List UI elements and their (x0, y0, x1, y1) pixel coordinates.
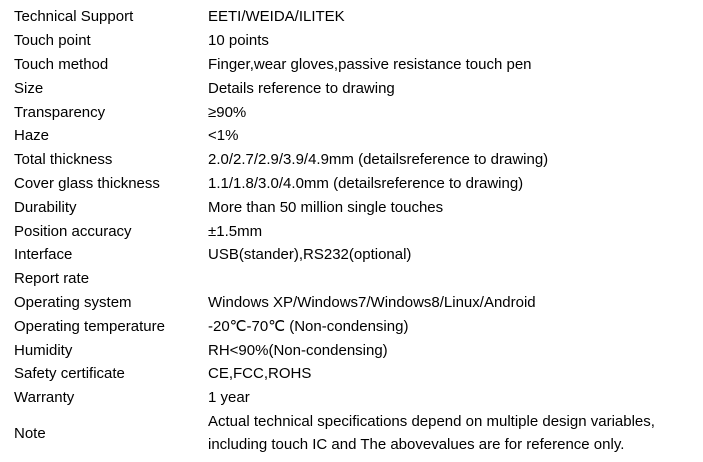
spec-value: -20℃-70℃ (Non-condensing) (208, 318, 409, 336)
note-line: Actual technical specifications depend on multiple design variables, (208, 412, 655, 430)
table-row (0, 124, 703, 148)
table-row (0, 267, 703, 291)
spec-value: 1.1/1.8/3.0/4.0mm (detailsreference to drawing) (208, 174, 524, 192)
spec-value: Details reference to drawing (208, 79, 395, 97)
table-row (0, 172, 703, 196)
spec-label: Position accuracy (14, 222, 132, 240)
spec-value: Finger,wear gloves,passive resistance touch pen (208, 55, 532, 73)
spec-value: USB(stander),RS232(optional) (208, 246, 412, 264)
spec-label: Technical Support (14, 8, 134, 26)
table-row (0, 291, 703, 315)
spec-value (208, 267, 703, 291)
note-row (0, 410, 703, 457)
table-row (0, 362, 703, 386)
spec-label: Safety certificate (14, 365, 125, 383)
table-row (0, 338, 703, 362)
table-row (0, 314, 703, 338)
spec-label: Interface (14, 246, 73, 264)
note-label: Note (14, 424, 46, 442)
spec-value: <1% (208, 127, 239, 145)
table-row (0, 5, 703, 29)
spec-label: Transparency (14, 103, 106, 121)
spec-label: Total thickness (14, 151, 113, 169)
table-row (0, 53, 703, 77)
spec-value: 10 points (208, 32, 269, 50)
spec-value: ≥90% (208, 103, 247, 121)
spec-value: Windows XP/Windows7/Windows8/Linux/Android (208, 293, 536, 311)
spec-value: 2.0/2.7/2.9/3.9/4.9mm (detailsreference to drawing) (208, 151, 549, 169)
spec-label: Size (14, 79, 44, 97)
spec-table-body (0, 5, 703, 457)
spec-label: Durability (14, 198, 77, 216)
spec-value: CE,FCC,ROHS (208, 365, 312, 383)
note-value (208, 410, 703, 457)
spec-value: 1 year (208, 389, 250, 407)
table-row (0, 100, 703, 124)
spec-label: Warranty (14, 389, 75, 407)
note-line: including touch IC and The abovevalues are for reference only. (208, 436, 625, 454)
spec-label: Touch method (14, 55, 109, 73)
spec-label: Report rate (14, 270, 90, 288)
spec-label: Cover glass thickness (14, 174, 160, 192)
table-row (0, 29, 703, 53)
spec-label: Haze (14, 127, 50, 145)
spec-table (0, 5, 703, 457)
table-row (0, 243, 703, 267)
spec-value: RH<90%(Non-condensing) (208, 341, 388, 359)
spec-label: Operating temperature (14, 317, 165, 335)
table-row (0, 76, 703, 100)
spec-label: Humidity (14, 341, 73, 359)
table-row (0, 219, 703, 243)
spec-value: ±1.5mm (208, 222, 263, 240)
spec-label: Operating system (14, 293, 132, 311)
spec-value: EETI/WEIDA/ILITEK (208, 8, 345, 26)
table-row (0, 148, 703, 172)
table-row (0, 386, 703, 410)
spec-value: More than 50 million single touches (208, 198, 444, 216)
spec-label: Touch point (14, 32, 91, 50)
table-row (0, 195, 703, 219)
